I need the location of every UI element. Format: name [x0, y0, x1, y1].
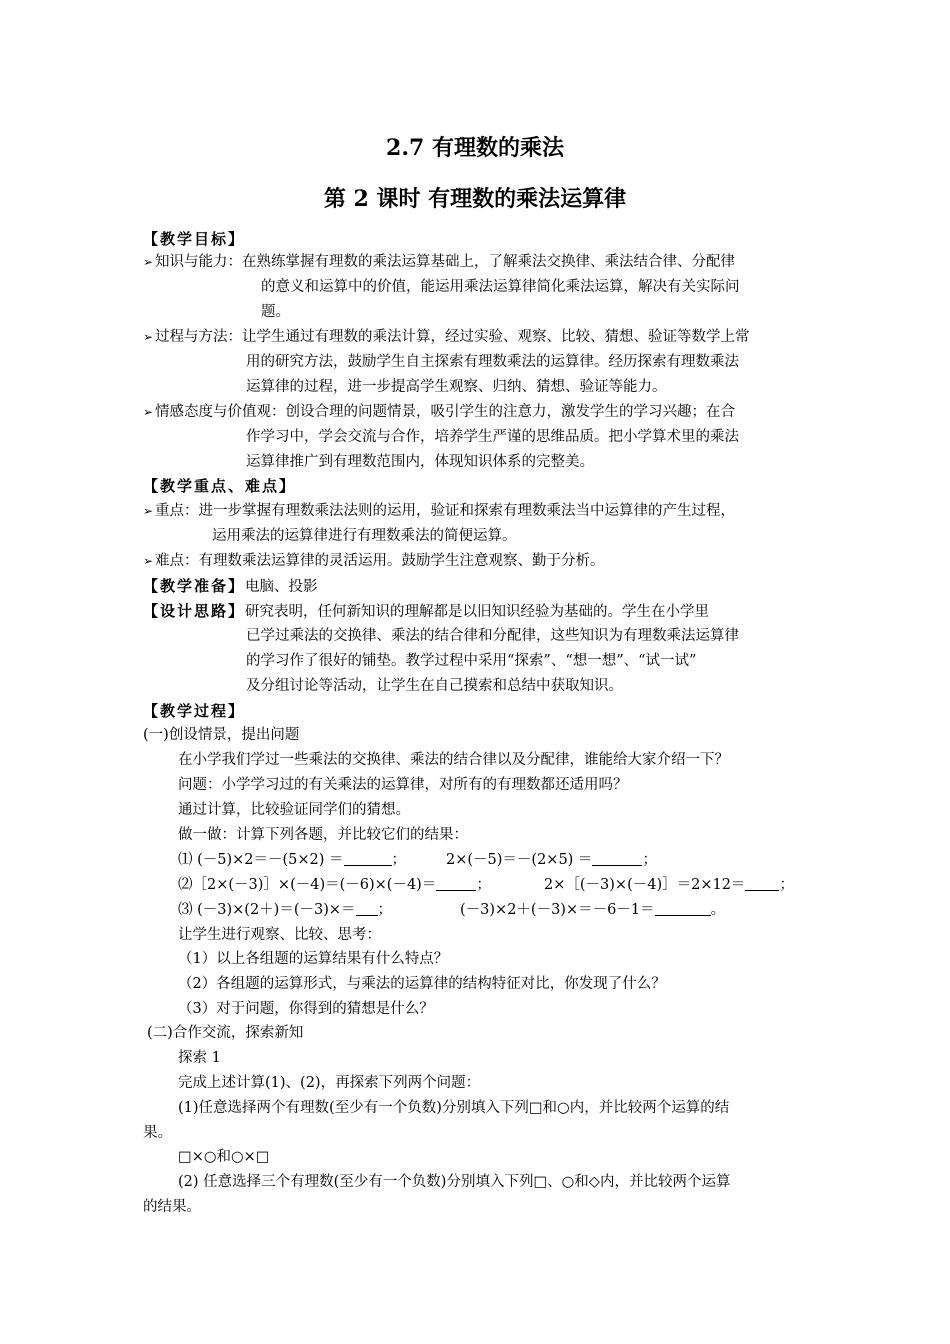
arrowhead-bullet-icon: ➢ — [143, 554, 154, 568]
answer-blank[interactable] — [344, 849, 392, 866]
exercise-3b-text: (－3)×2＋(－3)×＝－6－1＝ — [460, 902, 655, 918]
arrowhead-bullet-icon: ➢ — [143, 405, 154, 419]
attitude-line-3: 运算律推广到有理数范围内，体现知识体系的完整美。 — [246, 454, 594, 470]
process-line-1 — [143, 325, 750, 349]
prep-text: 电脑、投影 — [245, 579, 318, 595]
exercise-1a-end: ； — [391, 852, 407, 868]
design-text-1: 研究表明，任何新知识的理解都是以旧知识经验为基础的。学生在小学里 — [245, 604, 710, 620]
knowledge-line-3: 题。 — [261, 304, 290, 320]
prep-heading: 【教学准备】 — [143, 577, 246, 595]
question-1: （1）以上各组题的运算结果有什么特点？ — [178, 951, 449, 967]
design-line-3: 的学习作了很好的铺垫。教学过程中采用“探索”、“想一想”、“试一试” — [246, 653, 697, 669]
knowledge-text-1: 知识与能力：在熟练掌握有理数的乘法运算基础上，了解乘法交换律、乘法结合律、分配律 — [155, 254, 735, 270]
arrowhead-bullet-icon: ➢ — [143, 330, 154, 344]
question-3: （3）对于问题，你得到的猜想是什么？ — [178, 1001, 434, 1017]
exercise-2b — [544, 873, 794, 897]
answer-blank[interactable] — [356, 899, 378, 916]
part1-paragraph-1: 在小学我们学过一些乘法的交换律、乘法的结合律以及分配律，谁能给大家介绍一下？ — [178, 752, 729, 768]
exercise-1a-text: ⑴ (－5)×2＝－(5×2) ＝ — [178, 852, 344, 868]
exercise-1b-end: ； — [642, 852, 657, 868]
knowledge-line-1 — [143, 250, 735, 274]
exercise-3a-end: ； — [377, 902, 393, 918]
exercise-1b — [446, 848, 657, 872]
knowledge-line-2: 的意义和运算中的价值，能运用乘法运算律简化乘法运算，解决有关实际问 — [261, 279, 740, 295]
formula-line: □×○和○×□ — [178, 1149, 270, 1165]
design-heading: 【设计思路】 — [143, 602, 246, 620]
part1-paragraph-5: 让学生进行观察、比较、思考： — [178, 927, 381, 943]
document-title: 2.7 有理数的乘法 — [386, 135, 564, 161]
exercise-3b — [460, 898, 725, 922]
question-2: （2）各组题的运算形式，与乘法的运算律的结构特征对比，你发现了什么？ — [178, 976, 666, 992]
objectives-heading: 【教学目标】 — [143, 230, 246, 248]
design-line-4: 及分组讨论等活动，让学生在自己摸索和总结中获取知识。 — [246, 678, 623, 694]
answer-blank[interactable] — [655, 899, 711, 916]
prep-line — [143, 574, 318, 599]
key-text-1: 重点：进一步掌握有理数乘法法则的运用，验证和探索有理数乘法当中运算律的产生过程， — [155, 503, 735, 519]
key-line-2: 运用乘法的运算律进行有理数乘法的简便运算。 — [212, 528, 517, 544]
difficulty-text: 难点：有理数乘法运算律的灵活运用。鼓励学生注意观察、勤于分析。 — [155, 553, 605, 569]
exercise-1b-text: 2×(－5)＝－(2×5) ＝ — [446, 852, 593, 868]
exercise-3a — [178, 898, 392, 922]
part1-paragraph-3: 通过计算，比较验证同学们的猜想。 — [178, 802, 410, 818]
document-subtitle: 第 2 课时 有理数的乘法运算律 — [323, 186, 627, 212]
explore-label: 探索 1 — [178, 1050, 221, 1066]
part2-heading: (二)合作交流，探索新知 — [147, 1025, 304, 1041]
design-line-1 — [143, 599, 709, 624]
difficulty-line — [143, 549, 605, 573]
attitude-text-1: 情感态度与价值观：创设合理的问题情景，吸引学生的注意力，激发学生的学习兴趣；在合 — [155, 404, 735, 420]
process-text-1: 过程与方法：让学生通过有理数的乘法计算，经过实验、观察、比较、猜想、验证等数学上常 — [155, 329, 750, 345]
item-1-line-2: 果。 — [143, 1125, 172, 1141]
teaching-process-heading: 【教学过程】 — [143, 702, 246, 720]
answer-blank[interactable] — [436, 874, 476, 891]
arrowhead-bullet-icon: ➢ — [143, 504, 154, 518]
exercise-1a — [178, 848, 406, 872]
attitude-line-2: 作学习中，学会交流与合作，培养学生严谨的思维品质。把小学算术里的乘法 — [246, 429, 739, 445]
exercise-2a-text: ⑵［2×(－3)］×(－4)＝(－6)×(－4)＝ — [178, 877, 437, 893]
item-2-line-1: (2) 任意选择三个有理数(至少有一个负数)分别填入下列□、○和◇内，并比较两个运算 — [178, 1174, 731, 1190]
arrowhead-bullet-icon: ➢ — [143, 255, 154, 269]
process-line-2: 用的研究方法，鼓励学生自主探索有理数乘法的运算律。经历探索有理数乘法 — [246, 354, 739, 370]
key-line-1 — [143, 499, 735, 523]
part2-paragraph-1: 完成上述计算(1)、(2)，再探索下列两个问题： — [178, 1075, 481, 1091]
design-line-2: 已学过乘法的交换律、乘法的结合律和分配律，这些知识为有理数乘法运算律 — [246, 628, 739, 644]
keypoints-heading: 【教学重点、难点】 — [143, 477, 297, 495]
part1-paragraph-2: 问题：小学学习过的有关乘法的运算律，对所有的有理数都还适用吗？ — [178, 777, 628, 793]
exercise-2b-text: 2×［(－3)×(－4)］＝2×12＝ — [544, 877, 746, 893]
attitude-line-1 — [143, 400, 735, 424]
process-line-3: 运算律的过程，进一步提高学生观察、归纳、猜想、验证等能力。 — [246, 379, 667, 395]
exercise-2a — [178, 873, 491, 897]
exercise-2b-end: ； — [779, 877, 794, 893]
exercise-2a-end: ； — [476, 877, 491, 893]
answer-blank[interactable] — [592, 849, 642, 866]
item-2-line-2: 的结果。 — [143, 1199, 201, 1215]
part1-heading: (一)创设情景，提出问题 — [143, 727, 300, 743]
exercise-3b-end: 。 — [710, 902, 726, 918]
item-1-line-1: (1)任意选择两个有理数(至少有一个负数)分别填入下列□和○内，并比较两个运算的结 — [178, 1100, 730, 1116]
part1-paragraph-4: 做一做：计算下列各题，并比较它们的结果： — [178, 827, 468, 843]
exercise-3a-text: ⑶ (－3)×(2＋)＝(－3)×＝ — [178, 902, 356, 918]
answer-blank[interactable] — [745, 874, 779, 891]
